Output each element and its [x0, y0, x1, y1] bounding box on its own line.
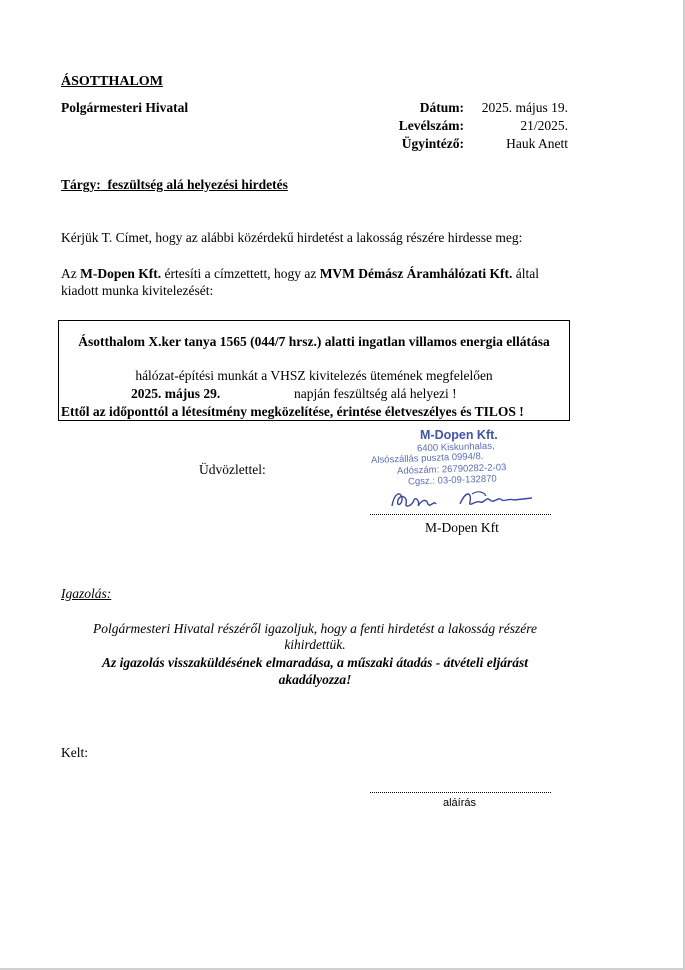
intro-line-1: [61, 266, 539, 282]
municipality-title: ÁSOTTHALOM: [61, 74, 163, 89]
subject-label: Tárgy:: [61, 177, 101, 192]
footer-signature-dotted-line: [370, 792, 551, 793]
notice-warning: Ettől az időponttól a létesítmény megközelítése, érintése életveszélyes és TILOS !: [61, 404, 524, 419]
handwritten-signature: [386, 486, 536, 514]
date-label: Dátum:: [419, 100, 464, 115]
verification-line-1: Polgármesteri Hivatal részéről igazoljuk, hogy a fenti hirdetést a lakosság részére: [92, 621, 538, 636]
intro-suffix: által: [512, 266, 540, 281]
handler-value: Hauk Anett: [506, 136, 568, 151]
verification-heading: Igazolás:: [61, 586, 112, 601]
verification-line-3: Az igazolás visszaküldésének elmaradása, a műszaki átadás - átvételi eljárást: [101, 655, 528, 670]
notice-date-suffix: napján feszültség alá helyezi !: [294, 386, 457, 401]
stamp-address-line-2: Alsószállás puszta 0994/8.: [370, 451, 484, 466]
stamp-company-name: M-Dopen Kft.: [420, 428, 498, 442]
letter-number-label: Levélszám:: [398, 118, 464, 133]
notice-location: Ásotthalom X.ker tanya 1565 (044/7 hrsz.) alatti ingatlan villamos energia ellátása: [78, 334, 550, 349]
notice-date: 2025. május 29.: [131, 386, 221, 401]
company-stamp: [368, 428, 548, 488]
notice-work-line: hálózat-építési munkát a VHSZ kivitelezés ütemének megfelelően: [135, 368, 493, 383]
kelt-label: Kelt:: [61, 745, 88, 760]
verification-line-2: kihirdettük.: [284, 637, 346, 652]
subject-line: [61, 177, 288, 193]
subject-text: feszültség alá helyezési hirdetés: [107, 177, 288, 192]
stamp-tax-number: Adószám: 26790282-2-03: [396, 462, 507, 477]
intro-line-2: kiadott munka kivitelezését:: [61, 283, 214, 298]
request-paragraph: Kérjük T. Címet, hogy az alábbi közérdekű hirdetést a lakosság részére hirdesse meg:: [61, 230, 523, 245]
network-company-name: MVM Démász Áramhálózati Kft.: [319, 266, 513, 281]
date-value: 2025. május 19.: [481, 100, 568, 115]
greeting: Üdvözlettel:: [199, 462, 266, 477]
letter-number-value: 21/2025.: [520, 118, 568, 133]
signature-label: aláírás: [443, 797, 477, 809]
verification-line-4: akadályozza!: [278, 672, 352, 687]
stamp-registration-number: Cgsz.: 03-09-132870: [407, 473, 497, 488]
intro-middle: értesíti a címzettett, hogy az: [161, 266, 320, 281]
stamp-address-line: 6400 Kiskunhalas,: [416, 440, 495, 455]
signature-dotted-line: [370, 514, 551, 515]
signatory-name: M-Dopen Kft: [425, 520, 499, 535]
handler-label: Ügyintéző:: [401, 136, 464, 151]
office-name: Polgármesteri Hivatal: [61, 100, 189, 115]
company-name: M-Dopen Kft.: [80, 266, 162, 281]
intro-prefix: Az: [61, 266, 81, 281]
